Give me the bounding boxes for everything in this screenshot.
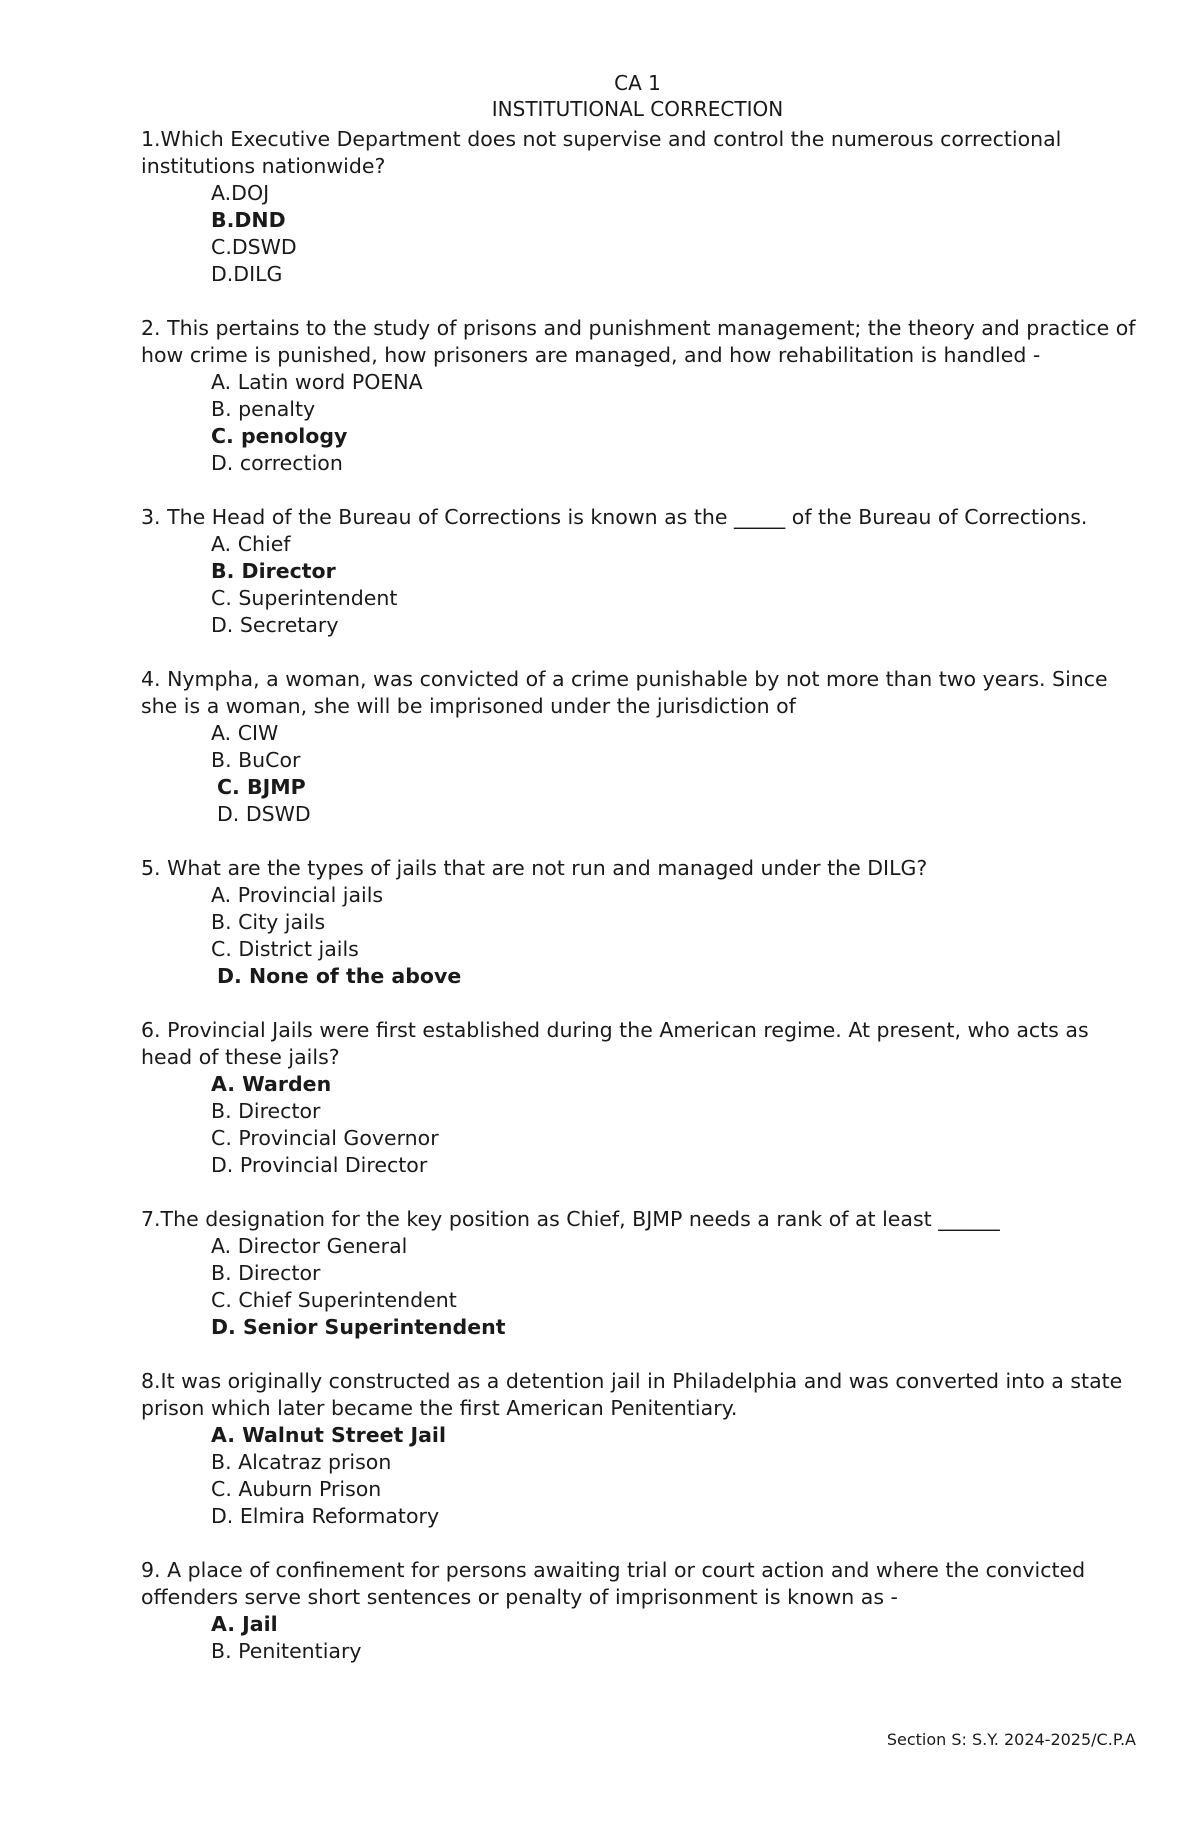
question-1 [141,126,1141,288]
answer-option: C. Provincial Governor [211,1126,439,1150]
answer-option: A. Provincial jails [211,883,384,907]
question-3 [141,504,1141,639]
question-text: 2. This pertains to the study of prisons and punishment management; the theory and practice of how crime is punished, how prisoners are managed, and how rehabilitation is handled - [141,316,1136,367]
answer-option-correct: A. Walnut Street Jail [211,1423,446,1447]
answer-option: D. Provincial Director [211,1153,428,1177]
document-title: INSTITUTIONAL CORRECTION [491,97,784,121]
question-text: 8.It was originally constructed as a detention jail in Philadelphia and was converted into a state prison which later became the first American Penitentiary. [141,1369,1123,1420]
question-text: 5. What are the types of jails that are not run and managed under the DILG? [141,856,928,880]
answer-option-correct: C. penology [211,424,348,448]
answer-option: A. CIW [211,721,279,745]
question-text: 6. Provincial Jails were first established during the American regime. At present, who acts as head of these jails? [141,1018,1089,1069]
question-text: 9. A place of confinement for persons awaiting trial or court action and where the convicted offenders serve short sentences or penalty of imprisonment is known as - [141,1558,1086,1609]
answer-option: B. Alcatraz prison [211,1450,392,1474]
answer-option: B. penalty [211,397,316,421]
question-text: 1.Which Executive Department does not supervise and control the numerous correctional institutions nationwide? [141,127,1062,178]
question-text: 4. Nympha, a woman, was convicted of a crime punishable by not more than two years. Since she is a woman, she will be imprisoned under the jurisdiction of [141,667,1108,718]
answer-option-correct: C. BJMP [217,775,306,799]
answer-option: B. Penitentiary [211,1639,362,1663]
answer-option: C. Auburn Prison [211,1477,382,1501]
answer-option-correct: B. Director [211,559,336,583]
answer-option: A.DOJ [211,181,270,205]
answer-option-correct: D. Senior Superintendent [211,1315,506,1339]
answer-option-correct: A. Warden [211,1072,332,1096]
answer-option: D. Elmira Reformatory [211,1504,440,1528]
answer-option: B. Director [211,1261,321,1285]
answer-option-correct: A. Jail [211,1612,278,1636]
answer-option: B. BuCor [211,748,301,772]
question-text: 3. The Head of the Bureau of Corrections is known as the _____ of the Bureau of Corrections. [141,505,1088,529]
answer-option: A. Director General [211,1234,408,1258]
answer-option: C.DSWD [211,235,297,259]
answer-option: B. Director [211,1099,321,1123]
answer-option: C. Chief Superintendent [211,1288,457,1312]
question-2 [141,315,1141,477]
question-text: 7.The designation for the key position as Chief, BJMP needs a rank of at least ______ [141,1207,1000,1231]
answer-option: C. Superintendent [211,586,398,610]
answer-option-correct: D. None of the above [217,964,462,988]
answer-option: D. DSWD [217,802,311,826]
question-7 [141,1206,1141,1341]
answer-option: A. Latin word POENA [211,370,423,394]
answer-option: C. District jails [211,937,359,961]
footer-section-info: Section S: S.Y. 2024-2025/C.P.A [886,1730,1136,1749]
questions-list [141,126,1141,1692]
answer-option: D. correction [211,451,343,475]
question-8 [141,1368,1141,1530]
course-code: CA 1 [614,71,661,95]
answer-option: D. Secretary [211,613,339,637]
answer-option: B. City jails [211,910,326,934]
question-5 [141,855,1141,990]
question-4 [141,666,1141,828]
question-9 [141,1557,1141,1665]
answer-option: A. Chief [211,532,291,556]
answer-option-correct: B.DND [211,208,286,232]
answer-option: D.DILG [211,262,283,286]
question-6 [141,1017,1141,1179]
